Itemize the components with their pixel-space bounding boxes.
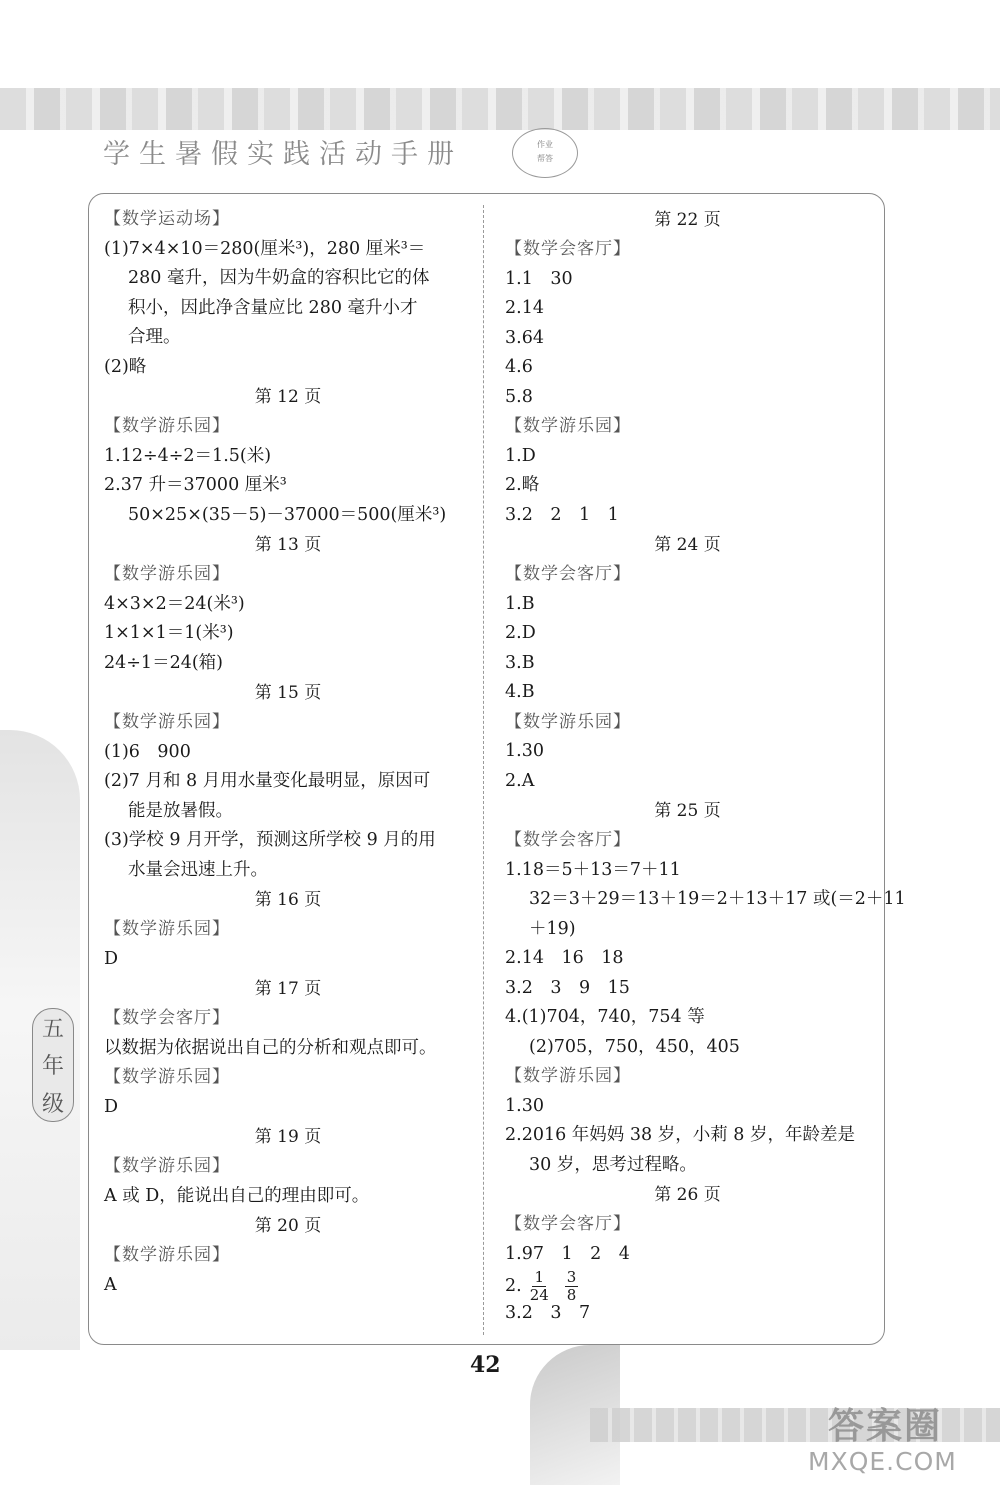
answer-line: 30 岁，思考过程略。 bbox=[529, 1154, 697, 1175]
grade-char-1: 五 bbox=[41, 1017, 64, 1043]
answer-line: 1.1 30 bbox=[505, 268, 573, 289]
section-heading: 【数学游乐园】 bbox=[104, 564, 230, 584]
page-heading: 第 16 页 bbox=[254, 890, 322, 910]
section-heading: 【数学会客厅】 bbox=[505, 830, 631, 850]
answer-line: 3.2 3 7 bbox=[505, 1302, 591, 1323]
grade-char-3: 级 bbox=[41, 1091, 64, 1117]
answer-line: (2)7 月和 8 月用水量变化最明显，原因可 bbox=[104, 771, 431, 791]
answer-line: 水量会迅速上升。 bbox=[128, 859, 268, 880]
section-heading: 【数学游乐园】 bbox=[104, 1067, 230, 1087]
answer-line-fraction bbox=[505, 1268, 870, 1304]
answer-line: 4.6 bbox=[505, 357, 533, 377]
answer-line: 1.30 bbox=[505, 1095, 544, 1116]
fraction-denominator: 8 bbox=[566, 1286, 577, 1304]
answer-line: 4.(1)704，740，754 等 bbox=[505, 1007, 705, 1027]
section-heading: 【数学游乐园】 bbox=[104, 416, 230, 436]
answer-line: (1)6 900 bbox=[104, 741, 191, 762]
answer-line: 1.12÷4÷2＝1.5(米) bbox=[104, 445, 272, 466]
answer-line: 32＝3＋29＝13＋19＝2＋13＋17 或(＝2＋11 bbox=[529, 889, 906, 909]
answer-line: 以数据为依据说出自己的分析和观点即可。 bbox=[104, 1037, 437, 1058]
page-number: 42 bbox=[470, 1352, 501, 1378]
answer-line: 280 毫升，因为牛奶盒的容积比它的体 bbox=[128, 268, 430, 288]
answer-line: 3.2 3 9 15 bbox=[505, 977, 630, 998]
answer-line: (2)略 bbox=[104, 356, 147, 377]
answer-line: 2.14 bbox=[505, 298, 544, 318]
fraction-numerator: 3 bbox=[566, 1268, 577, 1286]
section-heading: 【数学会客厅】 bbox=[505, 564, 631, 584]
section-heading: 【数学游乐园】 bbox=[104, 1156, 230, 1176]
section-heading: 【数学游乐园】 bbox=[104, 919, 230, 939]
answer-line: 4×3×2＝24(米³) bbox=[104, 593, 245, 614]
answer-line: 合理。 bbox=[128, 327, 181, 347]
page-heading: 第 26 页 bbox=[654, 1185, 721, 1205]
section-heading: 【数学游乐园】 bbox=[104, 712, 230, 732]
answer-line: ＋19) bbox=[529, 918, 576, 939]
section-heading: 【数学会客厅】 bbox=[104, 1008, 230, 1028]
page-heading: 第 17 页 bbox=[254, 979, 322, 999]
answer-line: 2.2016 年妈妈 38 岁，小莉 8 岁，年龄差是 bbox=[505, 1125, 855, 1145]
answer-line: (2)705，750，450，405 bbox=[529, 1036, 740, 1057]
right-column bbox=[505, 205, 906, 1328]
watermark-site: MXQE.COM bbox=[808, 1447, 957, 1476]
answer-line: 1×1×1＝1(米³) bbox=[104, 623, 234, 643]
answer-line: A bbox=[104, 1274, 117, 1295]
answer-line: 4.B bbox=[505, 682, 535, 702]
answer-line: 24÷1＝24(箱) bbox=[104, 652, 223, 673]
answer-line: 5.8 bbox=[505, 386, 533, 407]
answer-line: 2.略 bbox=[505, 475, 540, 495]
page-heading: 第 19 页 bbox=[254, 1127, 322, 1147]
page-heading: 第 15 页 bbox=[254, 683, 322, 703]
section-heading: 【数学会客厅】 bbox=[505, 1214, 631, 1234]
page-heading: 第 22 页 bbox=[654, 210, 721, 230]
section-heading: 【数学游乐园】 bbox=[505, 1066, 631, 1086]
answer-line: 3.64 bbox=[505, 327, 544, 348]
answer-line: 积小，因此净含量应比 280 毫升小才 bbox=[128, 297, 418, 318]
answer-line: 1.97 1 2 4 bbox=[505, 1243, 630, 1264]
answer-line: 1.30 bbox=[505, 741, 544, 761]
answer-line: (1)7×4×10＝280(厘米³)，280 厘米³＝ bbox=[104, 238, 426, 259]
grade-char-2: 年 bbox=[41, 1054, 64, 1080]
answer-prefix: 2. bbox=[505, 1276, 522, 1296]
page-heading: 第 12 页 bbox=[254, 387, 322, 407]
answer-line: 1.B bbox=[505, 593, 535, 614]
section-heading: 【数学游乐园】 bbox=[104, 1245, 230, 1265]
fraction-numerator: 1 bbox=[534, 1268, 545, 1286]
answer-line: A 或 D，能说出自己的理由即可。 bbox=[104, 1185, 370, 1206]
answer-stamp-logo: 作业 帮答 bbox=[512, 128, 578, 178]
section-heading: 【数学游乐园】 bbox=[505, 416, 631, 436]
answer-line: 能是放暑假。 bbox=[128, 800, 233, 821]
answer-line: 2.A bbox=[505, 770, 535, 791]
answer-line: D bbox=[104, 948, 119, 969]
fraction-denominator: 24 bbox=[529, 1286, 549, 1304]
column-divider bbox=[483, 205, 484, 1335]
answer-line: 3.B bbox=[505, 652, 535, 673]
section-heading: 【数学游乐园】 bbox=[505, 711, 631, 732]
answer-line: 50×25×(35－5)－37000＝500(厘米³) bbox=[128, 504, 447, 525]
page-heading: 第 24 页 bbox=[654, 535, 721, 555]
left-column bbox=[104, 205, 472, 1300]
watermark-logo: 答案圈 bbox=[828, 1406, 943, 1447]
answer-line: 1.D bbox=[505, 445, 536, 466]
page-heading: 第 13 页 bbox=[254, 535, 322, 555]
answer-line: 2.D bbox=[505, 623, 536, 643]
header-band bbox=[0, 88, 1000, 130]
page-heading: 第 25 页 bbox=[654, 801, 721, 821]
section-heading: 【数学运动场】 bbox=[104, 209, 230, 229]
book-title: 学生暑假实践活动手册 bbox=[103, 139, 463, 170]
answer-line: 3.2 2 1 1 bbox=[505, 504, 619, 525]
answer-line: 2.37 升＝37000 厘米³ bbox=[104, 475, 287, 495]
answer-line: 2.14 16 18 bbox=[505, 948, 624, 968]
answer-line: (3)学校 9 月开学，预测这所学校 9 月的用 bbox=[104, 830, 436, 850]
answer-line: 1.18＝5＋13＝7＋11 bbox=[505, 859, 681, 880]
grade-label bbox=[32, 1008, 74, 1122]
page-heading: 第 20 页 bbox=[254, 1216, 322, 1236]
section-heading: 【数学会客厅】 bbox=[505, 239, 631, 259]
answer-line: D bbox=[104, 1096, 119, 1117]
